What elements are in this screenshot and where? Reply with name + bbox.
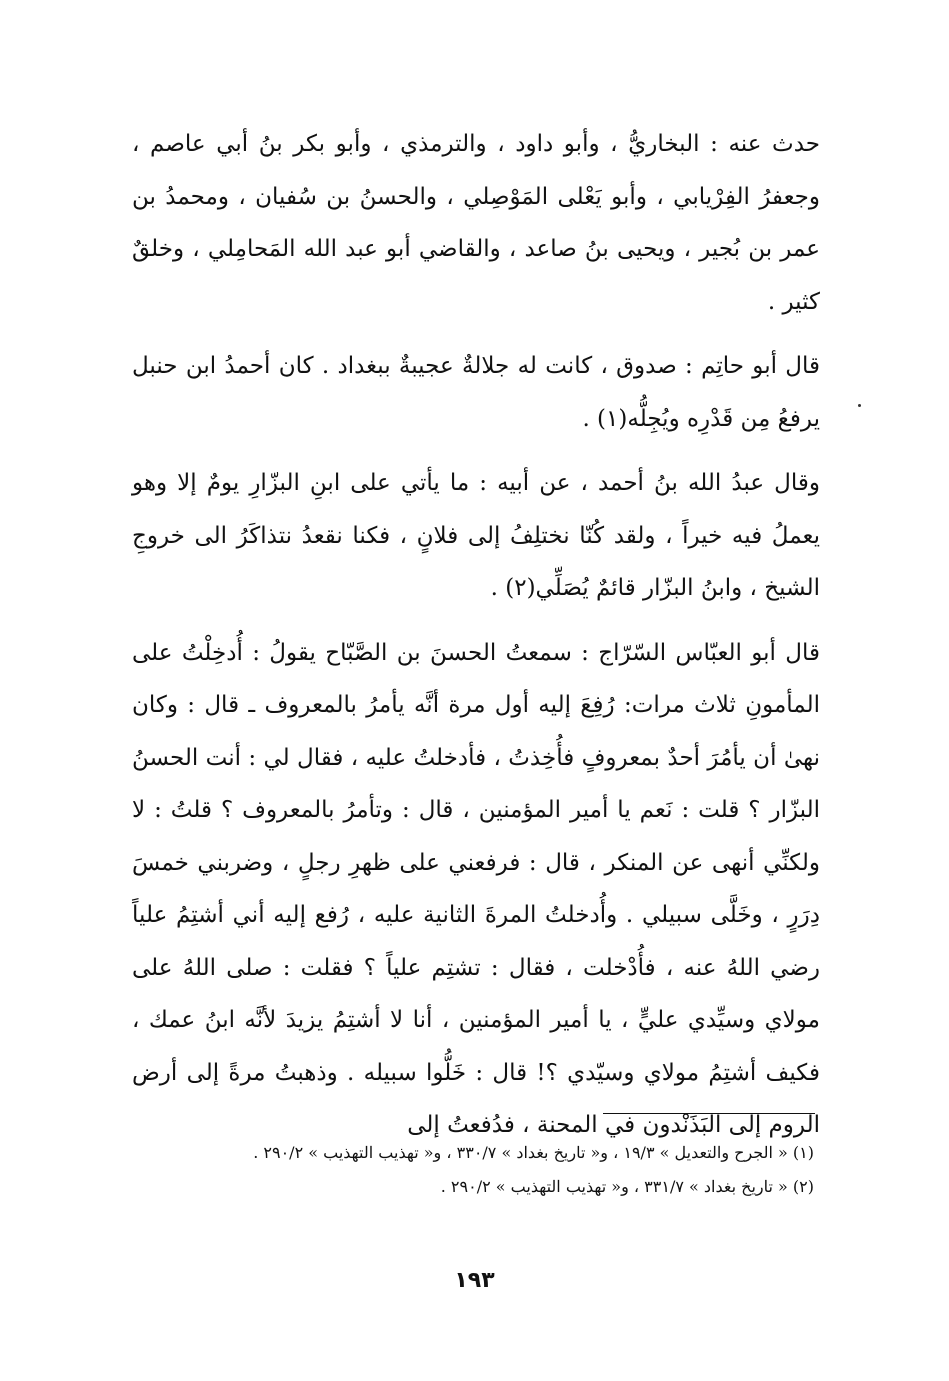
paragraph-abu-hatim: قال أبو حاتِم : صدوق ، كانت له جلالةٌ عجيبةٌ ببغداد . كان أحمدُ ابن حنبل يرفعُ مِن قَدْرِه ويُجِلُّه(١) . [132,353,820,432]
footnote-divider [603,1113,815,1114]
paragraph-narrators: حدث عنه : البخاريُّ ، وأبو داود ، والترمذي ، وأبو بكر بنُ أبي عاصم ، وجعفرُ الفِرْيابي ، وأبو يَعْلى المَوْصِلي ، والحسنُ بن سُفيان ، ومحمدُ بن عمر بن بُجير ، ويحيى بنُ صاعد ، والقاضي أبو عبد الله المَحامِلي ، وخلقٌ كثير . [132,131,820,315]
paragraph-abdullah-ibn-ahmad: وقال عبدُ الله بنُ أحمد ، عن أبيه : ما يأتي على ابنِ البزّارِ يومٌ إلا وهو يعملُ فيه خيراً ، ولقد كُنّا نختلِفُ إلى فلانٍ ، فكنا نقعدُ نتذاكَرُ الى خروجِ الشيخ ، وابنُ البزّار قائمٌ يُصَلِّي(٢) . [132,470,820,601]
page-number: ١٩٣ [454,1268,495,1293]
footnotes [138,1136,814,1204]
footnote-2: (٢) « تاريخ بغداد » ٣٣١/٧ ، و« تهذيب التهذيب » ٢٩٠/٢ . [440,1177,814,1196]
scan-speck [858,404,861,407]
main-text [132,118,820,1164]
footnote-1: (١) « الجرح والتعديل » ١٩/٣ ، و« تاريخ بغداد » ٣٣٠/٧ ، و« تهذيب التهذيب » ٢٩٠/٢ . [253,1143,814,1162]
paragraph-al-sarraj: قال أبو العبّاس السّرّاج : سمعتُ الحسنَ بن الصَّبّاح يقولُ : أُدخِلْتُ على المأمونِ ثلاث مرات: رُفِعَ إليه أول مرة أنَّه يأمرُ بالمعروف ـ قال : وكان نهىٰ أن يأمُرَ أحدٌ بمعروفٍ فأُخِذتُ ، فأدخلتُ عليه ، فقال لي : أنت الحسنُ البزّار ؟ قلت : نَعم يا أمير المؤمنين ، قال : وتأمرُ بالمعروف ؟ قلتُ : لا ولكنِّي أنهى عن المنكر ، قال : فرفعني على ظهرِ رجلٍ ، وضربني خمسَ دِرَرٍ ، وخَلَّى سبيلي . وأُدخلتُ المرةَ الثانية عليه ، رُفع إليه أني أشتِمُ علياً رضي اللهُ عنه ، فأُدْخلت ، فقال : تشتِم علياً ؟ فقلت : صلى اللهُ على مولاي وسيِّدي عليٍّ ، يا أمير المؤمنين ، أنا لا أشتِمُ يزيدَ لأنَّه ابنُ عمك ، فكيف أشتِمُ مولاي وسيّدي ؟! قال : خَلُّوا سبيله . وذهبتُ مرةً إلى أرض الروم إلى البَذَنْدون في المحنة ، فدُفعتُ إلى [132,639,820,1138]
